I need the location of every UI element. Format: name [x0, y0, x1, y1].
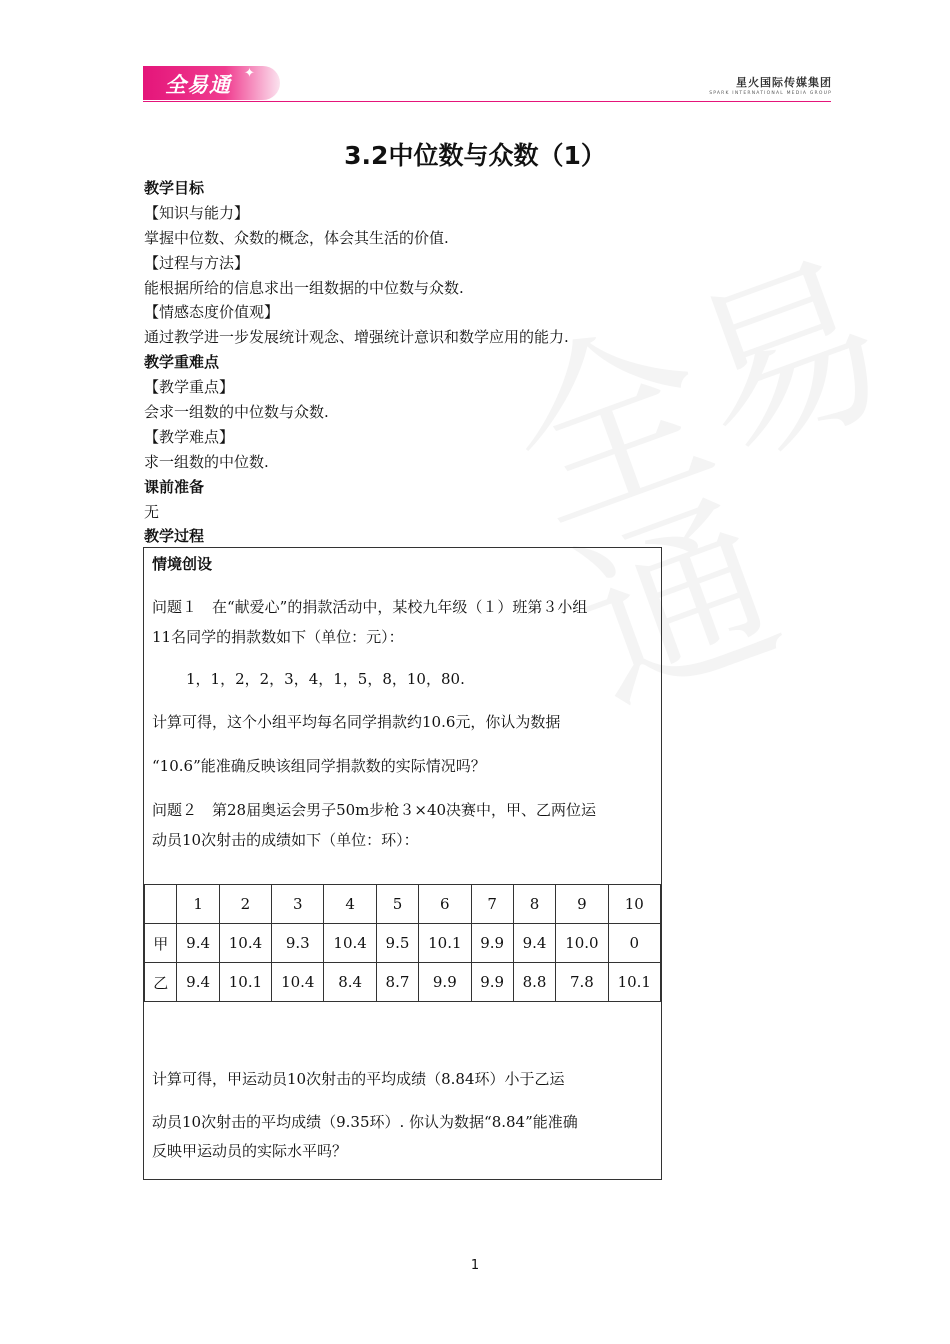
page-title: 3.2中位数与众数（1）	[344, 141, 606, 170]
table-cell: 9.4	[177, 963, 219, 1002]
table-cell: 10.1	[608, 963, 660, 1002]
table-cell: 8.4	[324, 963, 376, 1002]
brand-logo	[143, 66, 280, 100]
outline-line: 通过教学进一步发展统计观念、增强统计意识和数学应用的能力.	[144, 328, 569, 347]
logo-text: 全易通	[165, 73, 231, 97]
table-cell: 0	[608, 924, 660, 963]
outline-line: 会求一组数的中位数与众数.	[144, 403, 329, 422]
table-cell: 7.8	[556, 963, 608, 1002]
table-cell: 8.7	[376, 963, 418, 1002]
section-heading: 课前准备	[144, 477, 205, 496]
outline-line: 【知识与能力】	[144, 203, 250, 222]
table-cell: 10.4	[272, 963, 324, 1002]
table-cell: 7	[471, 885, 513, 924]
table-cell: 9.9	[419, 963, 471, 1002]
table-cell: 9.9	[471, 924, 513, 963]
question2-line2: 动员10次射击的成绩如下（单位：环）：	[152, 831, 419, 849]
table-cell: 10.1	[219, 963, 271, 1002]
outline-line: 掌握中位数、众数的概念，体会其生活的价值.	[144, 228, 449, 247]
outline-line: 【过程与方法】	[144, 253, 250, 272]
table-cell: 2	[219, 885, 271, 924]
table-cell: 3	[272, 885, 324, 924]
question1-data: 1，1，2，2，3，4，1，5，8，10，80.	[186, 670, 465, 688]
question2-line1: 问题２ 第28届奥运会男子50m步枪３×40决赛中，甲、乙两位运	[152, 801, 597, 819]
question1-ask: “10.6”能准确反映该组同学捐款数的实际情况吗？	[152, 757, 486, 775]
table-cell: 10	[608, 885, 660, 924]
table-header-row	[145, 885, 661, 924]
section-heading: 教学目标	[144, 179, 205, 197]
conclusion-line1: 计算可得，甲运动员10次射击的平均成绩（8.84环）小于乙运	[152, 1070, 565, 1088]
question1-line1: 问题１ 在“献爱心”的捐款活动中，某校九年级（１）班第３小组	[152, 598, 588, 616]
table-cell: 10.1	[419, 924, 471, 963]
table-cell	[145, 885, 177, 924]
table-cell: 乙	[145, 963, 177, 1002]
table-cell: 10.4	[219, 924, 271, 963]
question1-line2: 11名同学的捐款数如下（单位：元）：	[152, 628, 404, 646]
table-cell: 8	[513, 885, 555, 924]
table-cell: 10.4	[324, 924, 376, 963]
publisher-name-en: SPARK INTERNATIONAL MEDIA GROUP	[709, 91, 832, 96]
table-cell: 8.8	[513, 963, 555, 1002]
table-cell: 9.3	[272, 924, 324, 963]
outline-line: 能根据所给的信息求出一组数据的中位数与众数.	[144, 278, 464, 297]
table-row	[145, 963, 661, 1002]
table-cell: 4	[324, 885, 376, 924]
table-cell: 9	[556, 885, 608, 924]
publisher-name-cn: 星火国际传媒集团	[736, 76, 832, 89]
conclusion-line2: 动员10次射击的平均成绩（9.35环）. 你认为数据“8.84”能准确	[152, 1113, 578, 1131]
publisher-brand	[709, 74, 832, 96]
table-cell: 9.4	[513, 924, 555, 963]
sparkle-icon: ✦	[244, 66, 255, 81]
table-cell: 1	[177, 885, 219, 924]
outline-line: 求一组数的中位数.	[144, 452, 269, 471]
table-cell: 9.4	[177, 924, 219, 963]
table-cell: 9.9	[471, 963, 513, 1002]
conclusion-line3: 反映甲运动员的实际水平吗？	[152, 1142, 348, 1160]
header-divider	[143, 101, 831, 102]
situation-box	[143, 547, 662, 1180]
table-cell: 10.0	[556, 924, 608, 963]
shooting-scores-table	[144, 884, 661, 1002]
outline-line: 【教学重点】	[144, 378, 235, 397]
page-number: 1	[470, 1258, 480, 1273]
outline-line: 【教学难点】	[144, 427, 235, 446]
question1-calculation: 计算可得，这个小组平均每名同学捐款约10.6元，你认为数据	[152, 713, 561, 731]
table-cell: 9.5	[376, 924, 418, 963]
table-cell: 6	[419, 885, 471, 924]
table-cell: 甲	[145, 924, 177, 963]
outline-line: 【情感态度价值观】	[144, 303, 280, 322]
section-heading: 教学重难点	[144, 353, 220, 372]
lesson-outline	[144, 176, 844, 549]
box-heading: 情境创设	[152, 555, 213, 573]
table-row	[145, 924, 661, 963]
section-heading: 教学过程	[144, 527, 205, 546]
outline-line: 无	[144, 502, 160, 521]
table-cell: 5	[376, 885, 418, 924]
